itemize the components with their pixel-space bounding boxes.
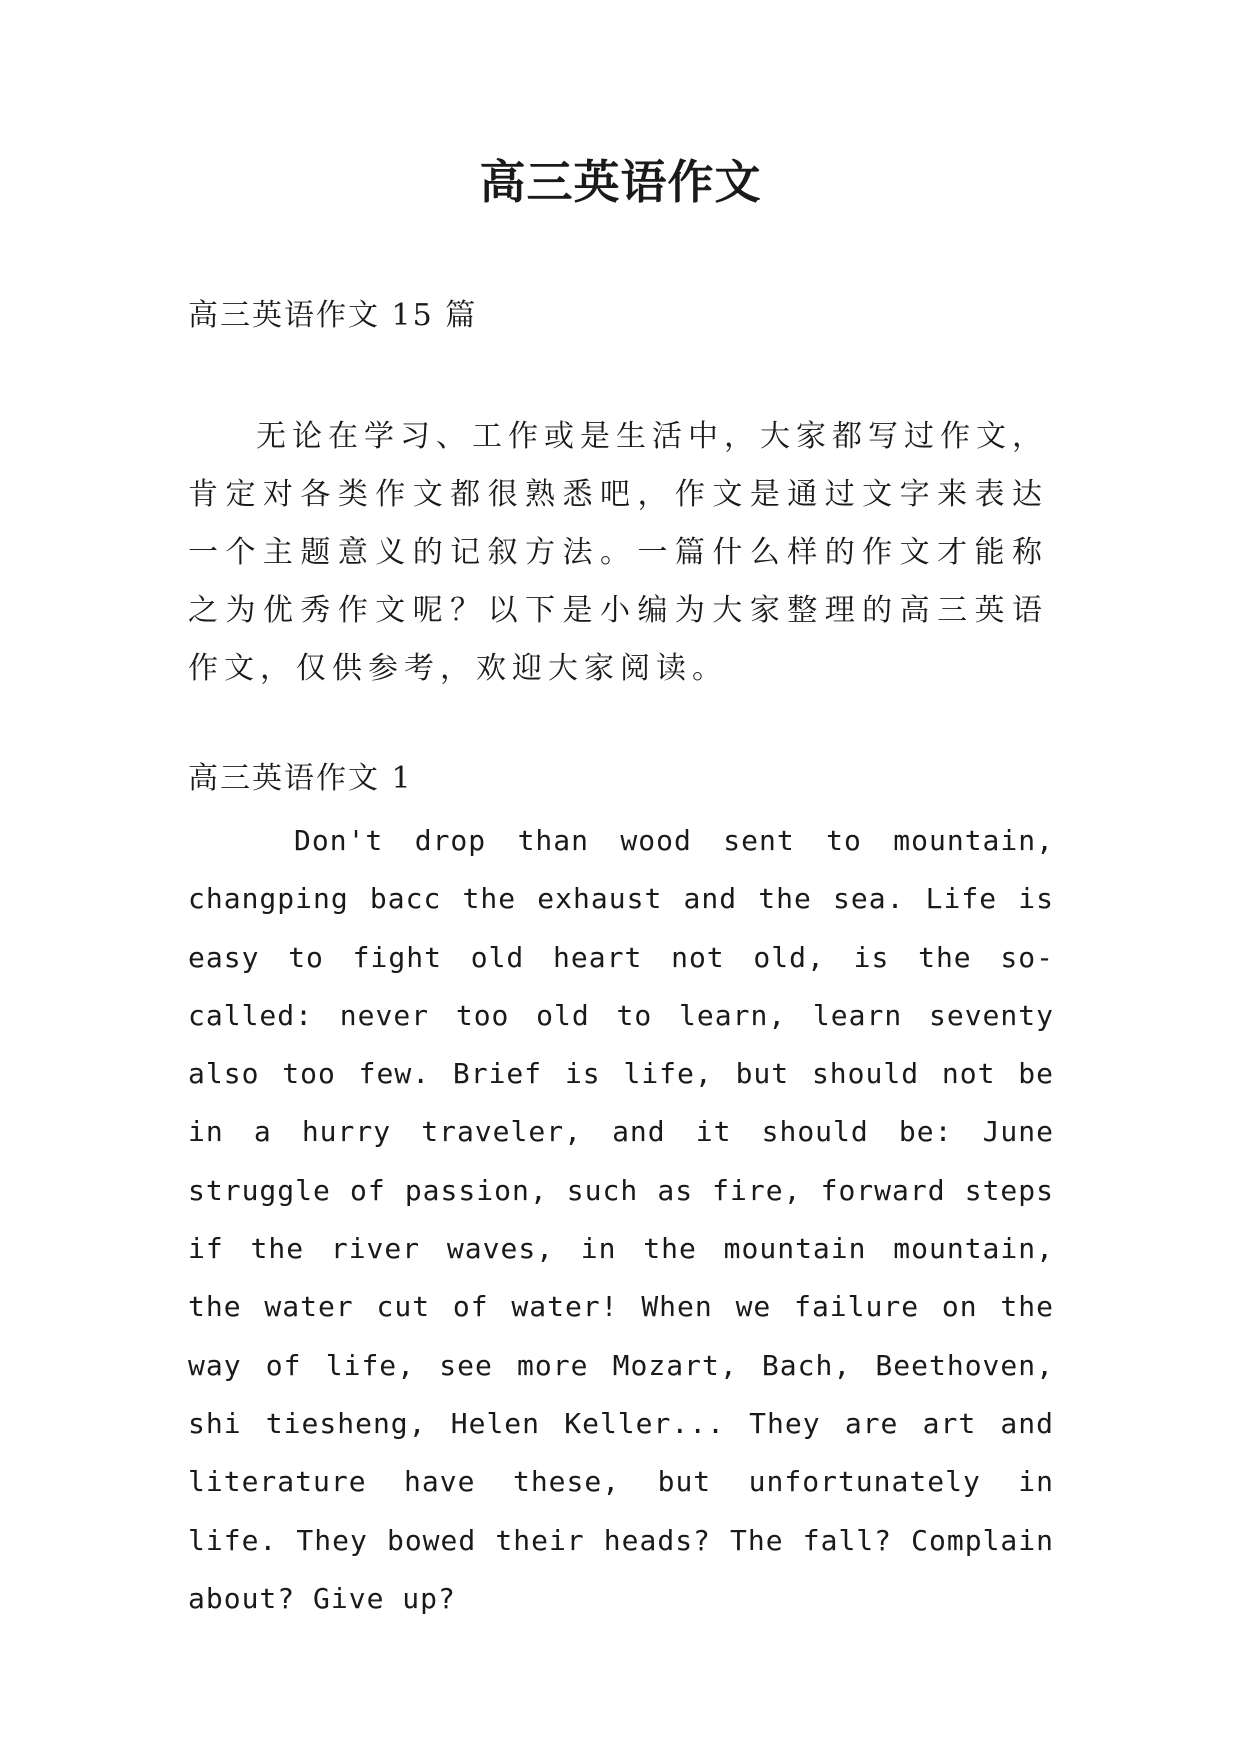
document-title: 高三英语作文 (479, 155, 762, 209)
section-heading: 高三英语作文 1 (188, 761, 413, 796)
document-subtitle: 高三英语作文 15 篇 (188, 298, 478, 333)
essay-paragraph: Don't drop than wood sent to mountain, changping bacc the exhaust and the sea. Life is easy to fight old heart not old, is the so-called: never too old to learn, learn seventy also too few. Brief is life, but should not be in a hurry traveler, and it should be: June struggle of passion, such as fire, forward steps if the river waves, in the mountain mountain, the water cut of water! When we failure on the way of life, see more Mozart, Bach, Beethoven, shi tiesheng, Helen Keller... They are art and literature have these, but unfortunately in life. They bowed their heads? The fall? Complain about? Give up? (188, 824, 1054, 1615)
intro-paragraph: 无论在学习、工作或是生活中，大家都写过作文，肯定对各类作文都很熟悉吧，作文是通过文字来表达一个主题意义的记叙方法。一篇什么样的作文才能称之为优秀作文呢？以下是小编为大家整理的高三英语作文，仅供参考，欢迎大家阅读。 (188, 419, 1048, 686)
